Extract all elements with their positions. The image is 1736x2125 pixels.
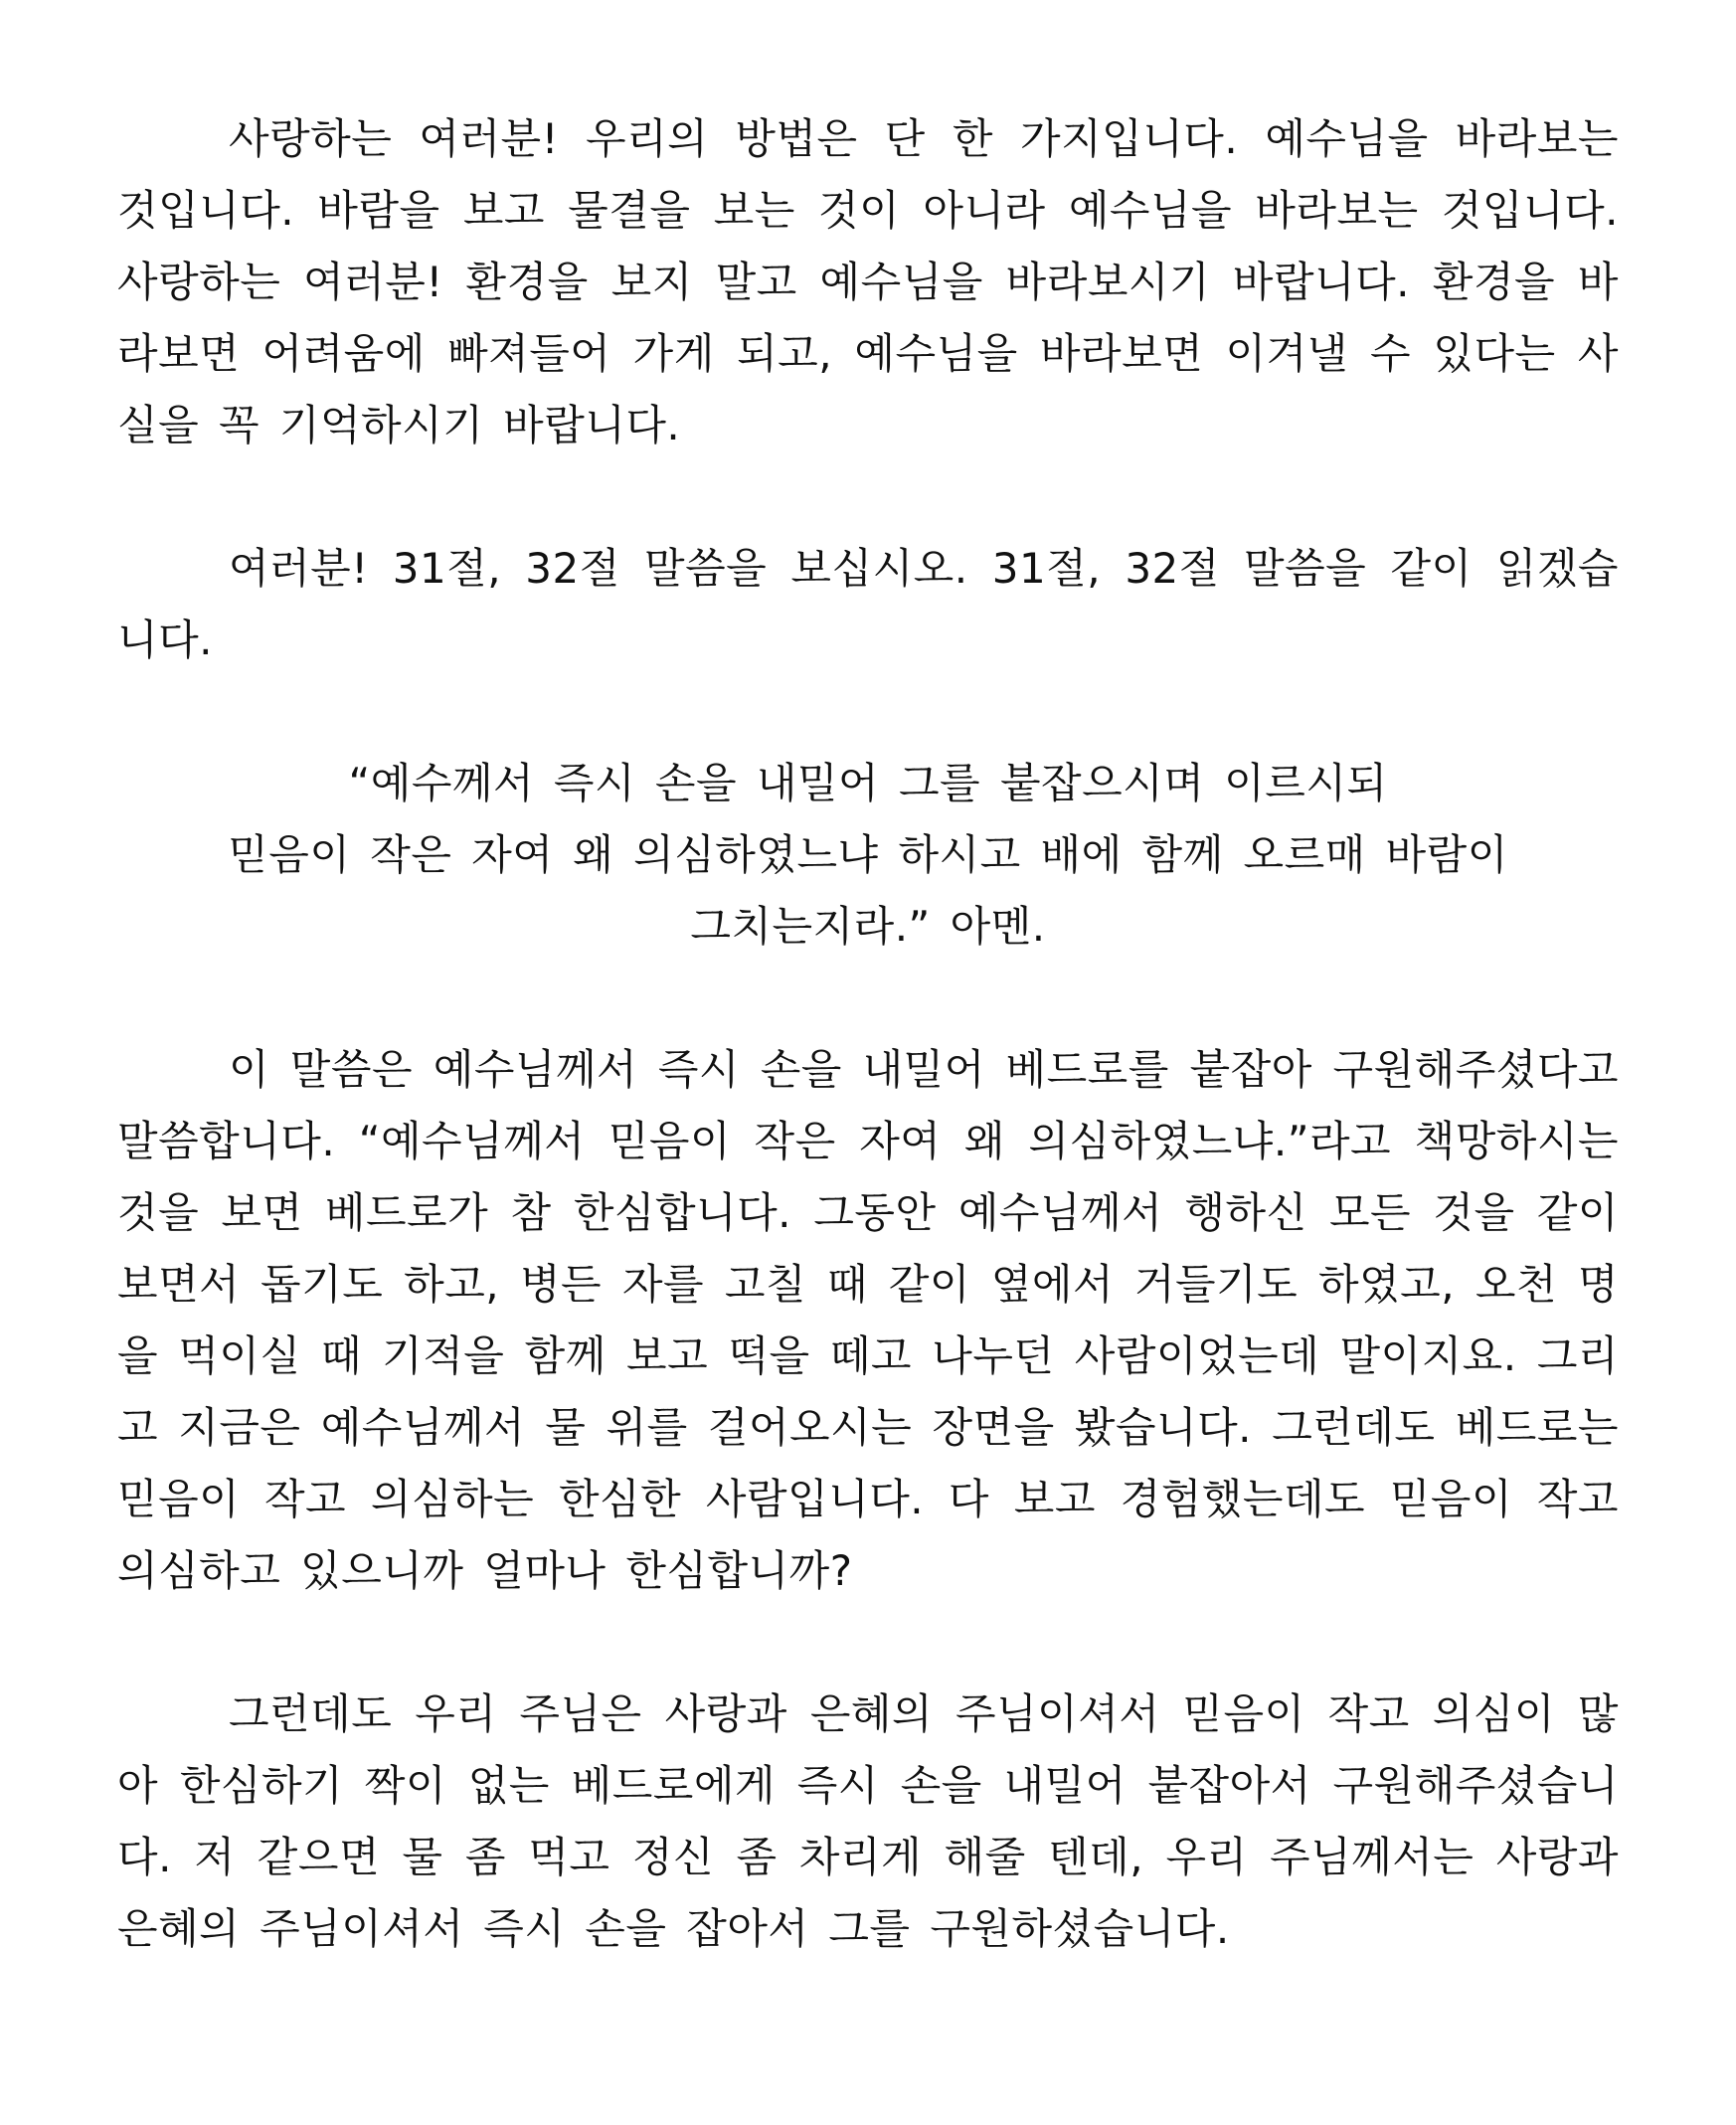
scripture-quote-line-3: 그치는지라.” 아멘. <box>690 902 1046 951</box>
paragraph-peter-rebuked: 이 말씀은 예수님께서 즉시 손을 내밀어 베드로를 붙잡아 구원해주셨다고 말씀합니다. “예수님께서 믿음이 작은 자여 왜 의심하였느냐.”라고 책망하시는 것을 보면 베드로가 참 한심합니다. 그동안 예수님께서 행하신 모든 것을 같이 보면서 돕기도 하고, 병든 자를 고칠 때 같이 옆에서 거들기도 하였고, 오천 명을 먹이실 때 기적을 함께 보고 떡을 떼고 나누던 사람이었는데 말이지요. 그리고 지금은 예수님께서 물 위를 걸어오시는 장면을 봤습니다. 그런데도 베드로는 믿음이 작고 의심하는 한심한 사람입니다. 다 보고 경험했는데도 믿음이 작고 의심하고 있으니까 얼마나 한심합니까? <box>117 1045 1619 1595</box>
paragraph-look-to-jesus: 사랑하는 여러분! 우리의 방법은 단 한 가지입니다. 예수님을 바라보는 것입니다. 바람을 보고 물결을 보는 것이 아니라 예수님을 바라보는 것입니다. 사랑하는 여러분! 환경을 보지 말고 예수님을 바라보시기 바랍니다. 환경을 바라보면 어려움에 빠져들어 가게 되고, 예수님을 바라보면 이겨낼 수 있다는 사실을 꼭 기억하시기 바랍니다. <box>117 114 1619 449</box>
paragraph-gap <box>117 461 1619 533</box>
scripture-quote-line-2: 믿음이 작은 자여 왜 의심하였느냐 하시고 배에 함께 오르매 바람이 <box>228 830 1508 879</box>
paragraph-gap <box>117 676 1619 748</box>
paragraph-gap <box>117 963 1619 1034</box>
paragraph-read-verses: 여러분! 31절, 32절 말씀을 보십시오. 31절, 32절 말씀을 같이 읽겠습니다. <box>117 544 1619 664</box>
scripture-quote <box>117 748 1619 963</box>
scripture-quote-line-1: “예수께서 즉시 손을 내밀어 그를 붙잡으시며 이르시되 <box>348 759 1388 807</box>
paragraph-lord-of-grace: 그런데도 우리 주님은 사랑과 은혜의 주님이셔서 믿음이 작고 의심이 많아 한심하기 짝이 없는 베드로에게 즉시 손을 내밀어 붙잡아서 구원해주셨습니다. 저 같으면 물 좀 먹고 정신 좀 차리게 해줄 텐데, 우리 주님께서는 사랑과 은혜의 주님이셔서 즉시 손을 잡아서 그를 구원하셨습니다. <box>117 1689 1619 1953</box>
paragraph-gap <box>117 1607 1619 1679</box>
